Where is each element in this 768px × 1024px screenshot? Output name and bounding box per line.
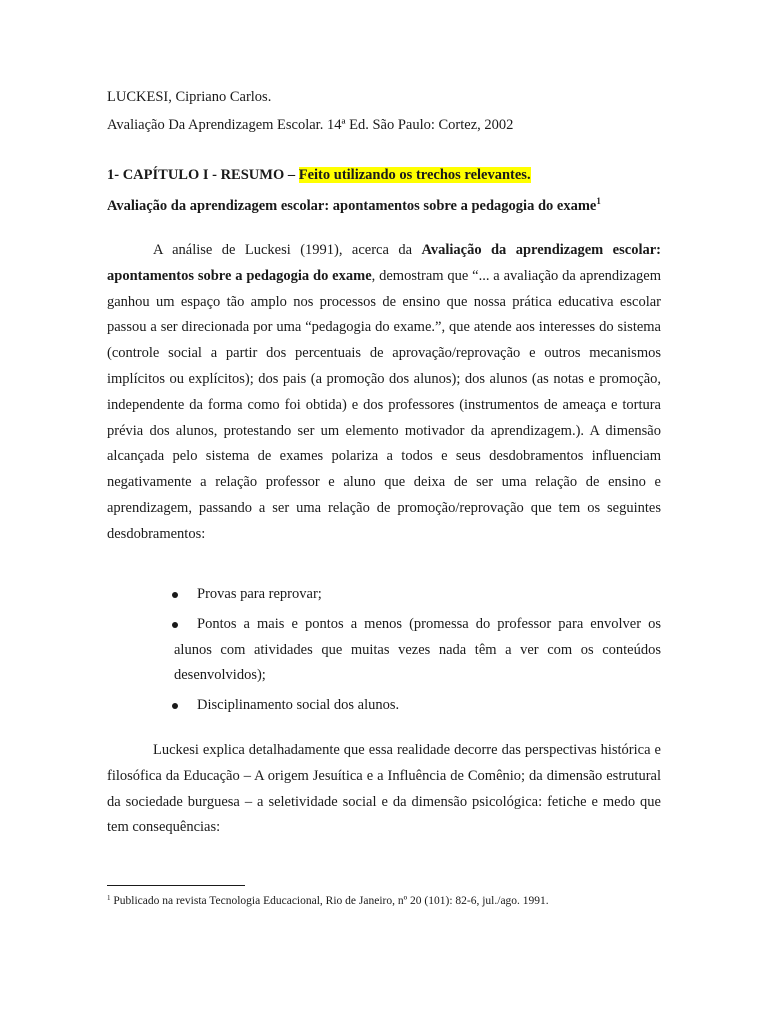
chapter-heading-text: 1- CAPÍTULO I - RESUMO – (107, 167, 299, 183)
body-paragraph (107, 238, 661, 548)
bullet-list (174, 582, 661, 719)
chapter-heading (107, 166, 531, 184)
bullet-icon (172, 622, 178, 628)
list-item (174, 582, 661, 608)
reference-author: LUCKESI, Cipriano Carlos. (107, 89, 272, 105)
section-subtitle (107, 192, 601, 215)
list-item (174, 612, 661, 689)
body-paragraph-2: Luckesi explica detalhadamente que essa realidade decorre das perspectivas histórica e filosófica da Educação – A origem Jesuítica e a Influência de Comênio; da dimensão estrutural da sociedade burguesa – a seletividade social e da dimensão psicológica: fetiche e medo que tem consequências: (107, 742, 661, 836)
list-item-text: Disciplinamento social dos alunos. (197, 697, 400, 714)
paragraph-bold-title: Avaliação da aprendizagem escolar: apontamentos sobre a pedagogia do exame (107, 242, 661, 284)
footnote (107, 891, 549, 908)
chapter-highlight: Feito utilizando os trechos relevantes. (298, 167, 531, 183)
list-item-text: Provas para reprovar; (197, 586, 322, 602)
list-item-text: Pontos a mais e pontos a menos (promessa do professor para envolver os alunos com atividades que muitas vezes nada têm a ver com os conteúdos desenvolvidos); (174, 615, 661, 684)
section-subtitle-text: Avaliação da aprendizagem escolar: apontamentos sobre a pedagogia do exame (107, 198, 597, 214)
footnote-reference[interactable]: 1 (596, 196, 601, 206)
bullet-icon (172, 592, 178, 598)
reference-book: Avaliação Da Aprendizagem Escolar. 14ª Ed. São Paulo: Cortez, 2002 (107, 117, 514, 133)
paragraph-rest: , demostram que “... a avaliação da aprendizagem ganhou um espaço tão amplo nos processos de ensino que nossa prática educativa escolar passou a ser direcionada por uma “pedagogia do exame.”, que atende aos interesses do sistema (controle social a partir dos percentuais de aprovação/reprovação e outros mecanismos implícitos ou explícitos); dos pais (a promoção dos alunos); dos alunos (as notas e promoção, independente da forma como foi obtida) e dos professores (instrumentos de ameaça e tortura prévia dos alunos, protestando ser um elemento motivador da aprendizagem.). A dimensão alcançada pelo sistema de exames polariza a todos e seus desdobramentos influenciam negativamente a relação professor e aluno que deixa de ser uma relação de ensino e aprendizagem, passando a ser uma relação de promoção/reprovação que tem os seguintes desdobramentos: (107, 267, 661, 542)
footnote-text: Publicado na revista Tecnologia Educacional, Rio de Janeiro, nº 20 (101): 82-6, jul./ago. 1991. (110, 895, 549, 907)
paragraph-lead: A análise de Luckesi (1991), acerca da (153, 242, 422, 258)
list-item (174, 693, 661, 719)
footnote-mark: 1 (107, 894, 111, 902)
footnote-separator (107, 885, 245, 886)
